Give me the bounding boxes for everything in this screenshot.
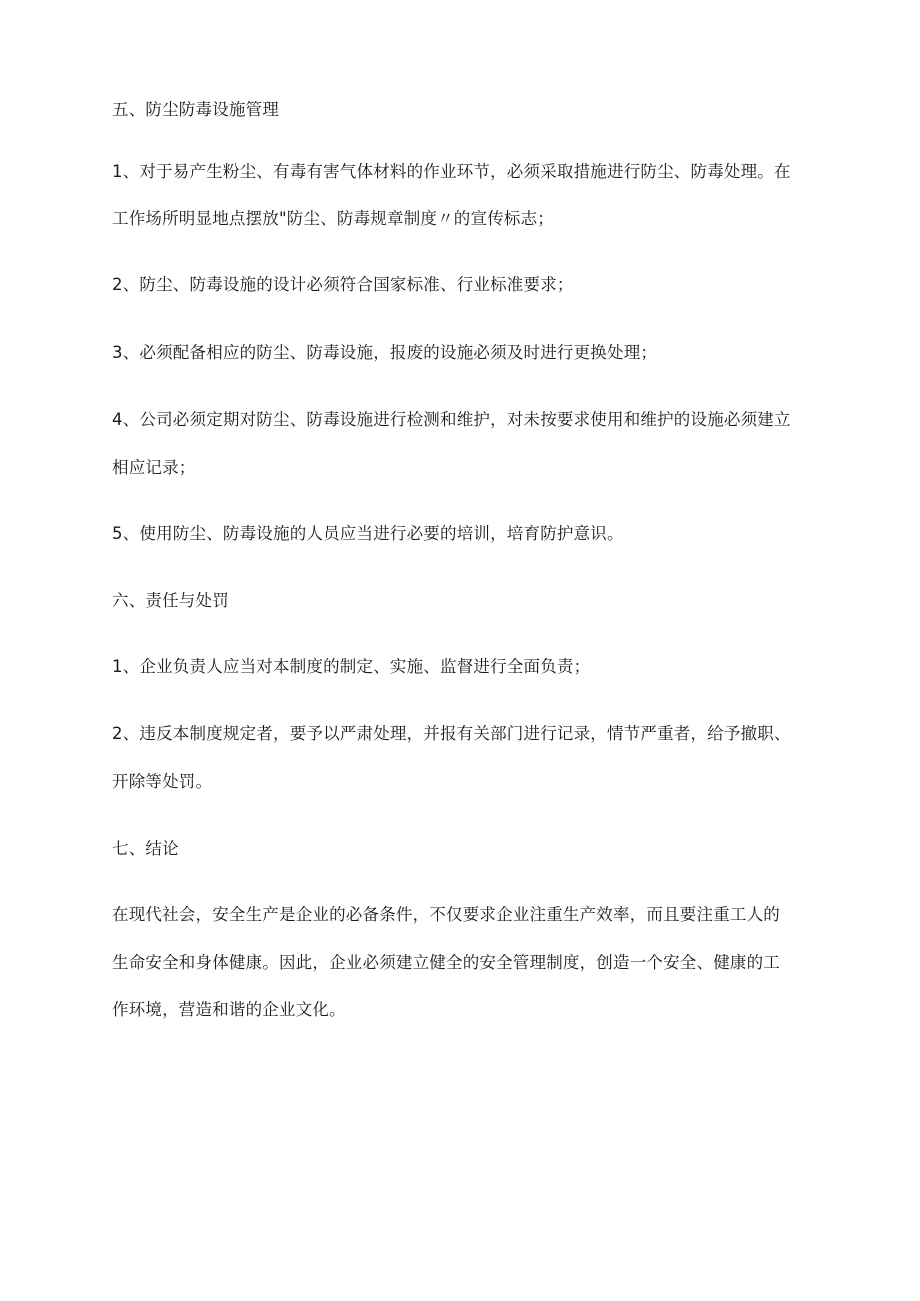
paragraph-line: 开除等处罚。 <box>112 772 213 791</box>
paragraph-line: 2、违反本制度规定者，要予以严肃处理，并报有关部门进行记录，情节严重者，给予撤职、 <box>112 724 791 743</box>
section-heading-conclusion: 七、结论 <box>112 839 179 858</box>
paragraph-line: 5、使用防尘、防毒设施的人员应当进行必要的培训，培育防护意识。 <box>112 524 624 543</box>
paragraph-line: 工作场所明显地点摆放"防尘、防毒规章制度〃的宣传标志； <box>112 209 554 228</box>
section-heading-responsibility: 六、责任与处罚 <box>112 591 229 610</box>
paragraph-line: 作环境，营造和谐的企业文化。 <box>112 1000 346 1019</box>
paragraph-line: 在现代社会，安全生产是企业的必备条件，不仅要求企业注重生产效率，而且要注重工人的 <box>112 905 780 924</box>
paragraph-line: 相应记录； <box>112 458 196 477</box>
paragraph-line: 2、防尘、防毒设施的设计必须符合国家标准、行业标准要求； <box>112 275 574 294</box>
paragraph-line: 生命安全和身体健康。因此，企业必须建立健全的安全管理制度，创造一个安全、健康的工 <box>112 953 780 972</box>
paragraph-line: 3、必须配备相应的防尘、防毒设施，报废的设施必须及时进行更换处理； <box>112 343 658 362</box>
paragraph-line: 1、企业负责人应当对本制度的制定、实施、监督进行全面负责； <box>112 657 591 676</box>
section-heading-dust-poison: 五、防尘防毒设施管理 <box>112 100 279 119</box>
paragraph-line: 1、对于易产生粉尘、有毒有害气体材料的作业环节，必须采取措施进行防尘、防毒处理。在 <box>112 162 791 181</box>
paragraph-line: 4、公司必须定期对防尘、防毒设施进行检测和维护，对未按要求使用和维护的设施必须建立 <box>112 410 791 429</box>
